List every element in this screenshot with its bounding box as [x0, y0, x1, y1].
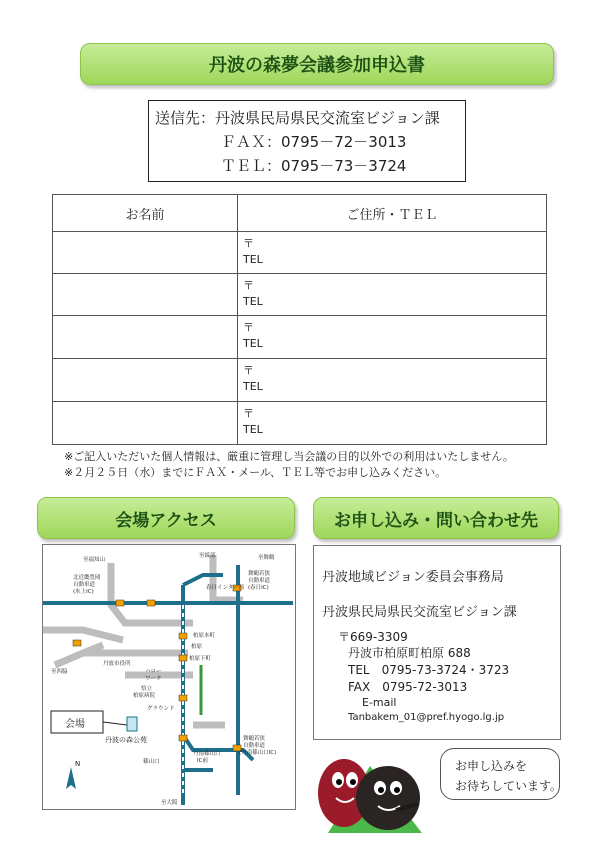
- svg-text:自動車道: 自動車道: [73, 582, 96, 588]
- bubble-line2: お待ちしています。: [455, 779, 563, 793]
- tel-label: TEL: [243, 337, 263, 350]
- contact-org1: 丹波地域ビジョン委員会事務局: [322, 570, 504, 585]
- map-label-hellowork: ハロー: [145, 669, 162, 675]
- table-row: [53, 401, 546, 444]
- contact-email[interactable]: Tanbakem_01@pref.hyogo.lg.jp: [348, 712, 505, 723]
- map-label-venue: 会場: [65, 719, 85, 730]
- map-label-sasayamaguchi: 篠山口: [143, 759, 160, 765]
- map-label-hospital: 県立: [141, 686, 153, 692]
- map-label-city-hall: 丹波市役所: [103, 661, 131, 667]
- table-row: [53, 231, 546, 274]
- map-label-shimomachi: 柏原下町: [189, 656, 212, 662]
- map-label-toyooka-exp: 北近畿豊岡: [73, 575, 101, 581]
- map-label-kaibara: 柏原: [191, 644, 203, 650]
- application-table: [52, 194, 547, 445]
- map-label-honmachi: 柏原本町: [193, 633, 216, 639]
- access-heading: 会場アクセス: [115, 510, 217, 531]
- speech-bubble: [440, 748, 563, 800]
- map-label-kasuga: 春日インター前: [206, 585, 245, 591]
- svg-text:(氷上IC): (氷上IC): [73, 589, 94, 595]
- table-row: [53, 273, 546, 316]
- access-map: [42, 544, 296, 810]
- sender-fax-label: ＦＡＸ：: [221, 133, 282, 151]
- sender-dest-label: 送信先：: [155, 109, 216, 127]
- contact-fax: FAX 0795-72-3013: [348, 680, 468, 694]
- sender-destination: [155, 107, 440, 128]
- contact-box: [313, 545, 561, 740]
- postal-mark: 〒: [243, 237, 254, 250]
- postal-mark: 〒: [243, 364, 254, 377]
- black-bean-mascot: [356, 766, 420, 830]
- map-label-wakasa-exp: 舞鶴若狭: [248, 571, 271, 577]
- table-row: [53, 315, 546, 358]
- map-graphic: [43, 545, 295, 809]
- contact-email-label: E-mail: [362, 696, 397, 709]
- column-header-name: お名前: [125, 207, 165, 223]
- postal-mark: 〒: [243, 279, 254, 292]
- sender-fax-value: 0795－72－3013: [281, 133, 407, 151]
- svg-text:N: N: [75, 760, 81, 768]
- deadline-note: ※２月２５日（水）までにＦＡＸ・メール、ＴＥＬ等でお申し込みください。: [64, 466, 447, 479]
- postal-mark: 〒: [243, 321, 254, 334]
- tel-label: TEL: [243, 253, 263, 266]
- tel-label: TEL: [243, 380, 263, 393]
- contact-banner: [313, 497, 559, 539]
- map-label-ground: グラウンド: [147, 706, 175, 712]
- form-title-banner: [80, 43, 554, 85]
- svg-text:IC前: IC前: [197, 758, 208, 764]
- contact-zip: 〒669-3309: [338, 630, 408, 644]
- svg-text:柏原病院: 柏原病院: [133, 693, 156, 699]
- privacy-note: ※ご記入いただいた個人情報は、厳重に管理し当会議の目的以外での利用はいたしません。: [64, 450, 514, 463]
- sender-tel-label: ＴＥＬ：: [221, 157, 282, 175]
- table-row: [53, 358, 546, 401]
- svg-text:ワーク: ワーク: [145, 676, 162, 682]
- compass-icon: [66, 760, 80, 789]
- tel-label: TEL: [243, 423, 263, 436]
- venue-icon: [127, 717, 137, 731]
- column-header-address: ご住所・ＴＥＬ: [346, 207, 438, 223]
- map-label-maizuru: 至舞鶴: [258, 555, 275, 561]
- postal-mark: 〒: [243, 407, 254, 420]
- map-label-ayabe: 至綾部: [199, 553, 216, 559]
- form-title: 丹波の森夢会議参加申込書: [209, 55, 425, 76]
- map-label-fukuchiyama: 至福知山: [83, 557, 106, 563]
- svg-text:(春日IC): (春日IC): [248, 585, 269, 591]
- map-label-wakasa-exp-2: 舞鶴若狭: [243, 736, 266, 742]
- access-banner: [37, 497, 295, 539]
- mascot-illustration: [310, 738, 440, 838]
- svg-text:(丹南篠山口IC): (丹南篠山口IC): [239, 750, 277, 756]
- svg-text:自動車道: 自動車道: [243, 743, 266, 749]
- contact-org2: 丹波県民局県民交流室ビジョン課: [322, 605, 517, 620]
- sender-tel: [221, 155, 406, 176]
- sender-box: [148, 100, 466, 182]
- svg-text:自動車道: 自動車道: [248, 578, 271, 584]
- railway-lines: [43, 565, 293, 805]
- contact-address: 丹波市柏原町柏原 688: [348, 646, 471, 660]
- sender-dest-value: 丹波県民局県民交流室ビジョン課: [215, 109, 440, 127]
- map-label-park: 丹波の森公苑: [105, 736, 147, 744]
- map-label-sasayamaguchi-ic: 丹南篠山口: [193, 751, 221, 757]
- contact-tel: TEL 0795-73-3724・3723: [348, 663, 510, 677]
- map-label-osaka: 至大阪: [161, 800, 178, 806]
- map-label-nishiwaki: 至西脇: [51, 669, 68, 675]
- bubble-line1: お申し込みを: [455, 759, 528, 773]
- tel-label: TEL: [243, 295, 263, 308]
- contact-heading: お申し込み・問い合わせ先: [334, 510, 538, 531]
- sender-fax: [221, 131, 406, 152]
- sender-tel-value: 0795－73－3724: [281, 157, 407, 175]
